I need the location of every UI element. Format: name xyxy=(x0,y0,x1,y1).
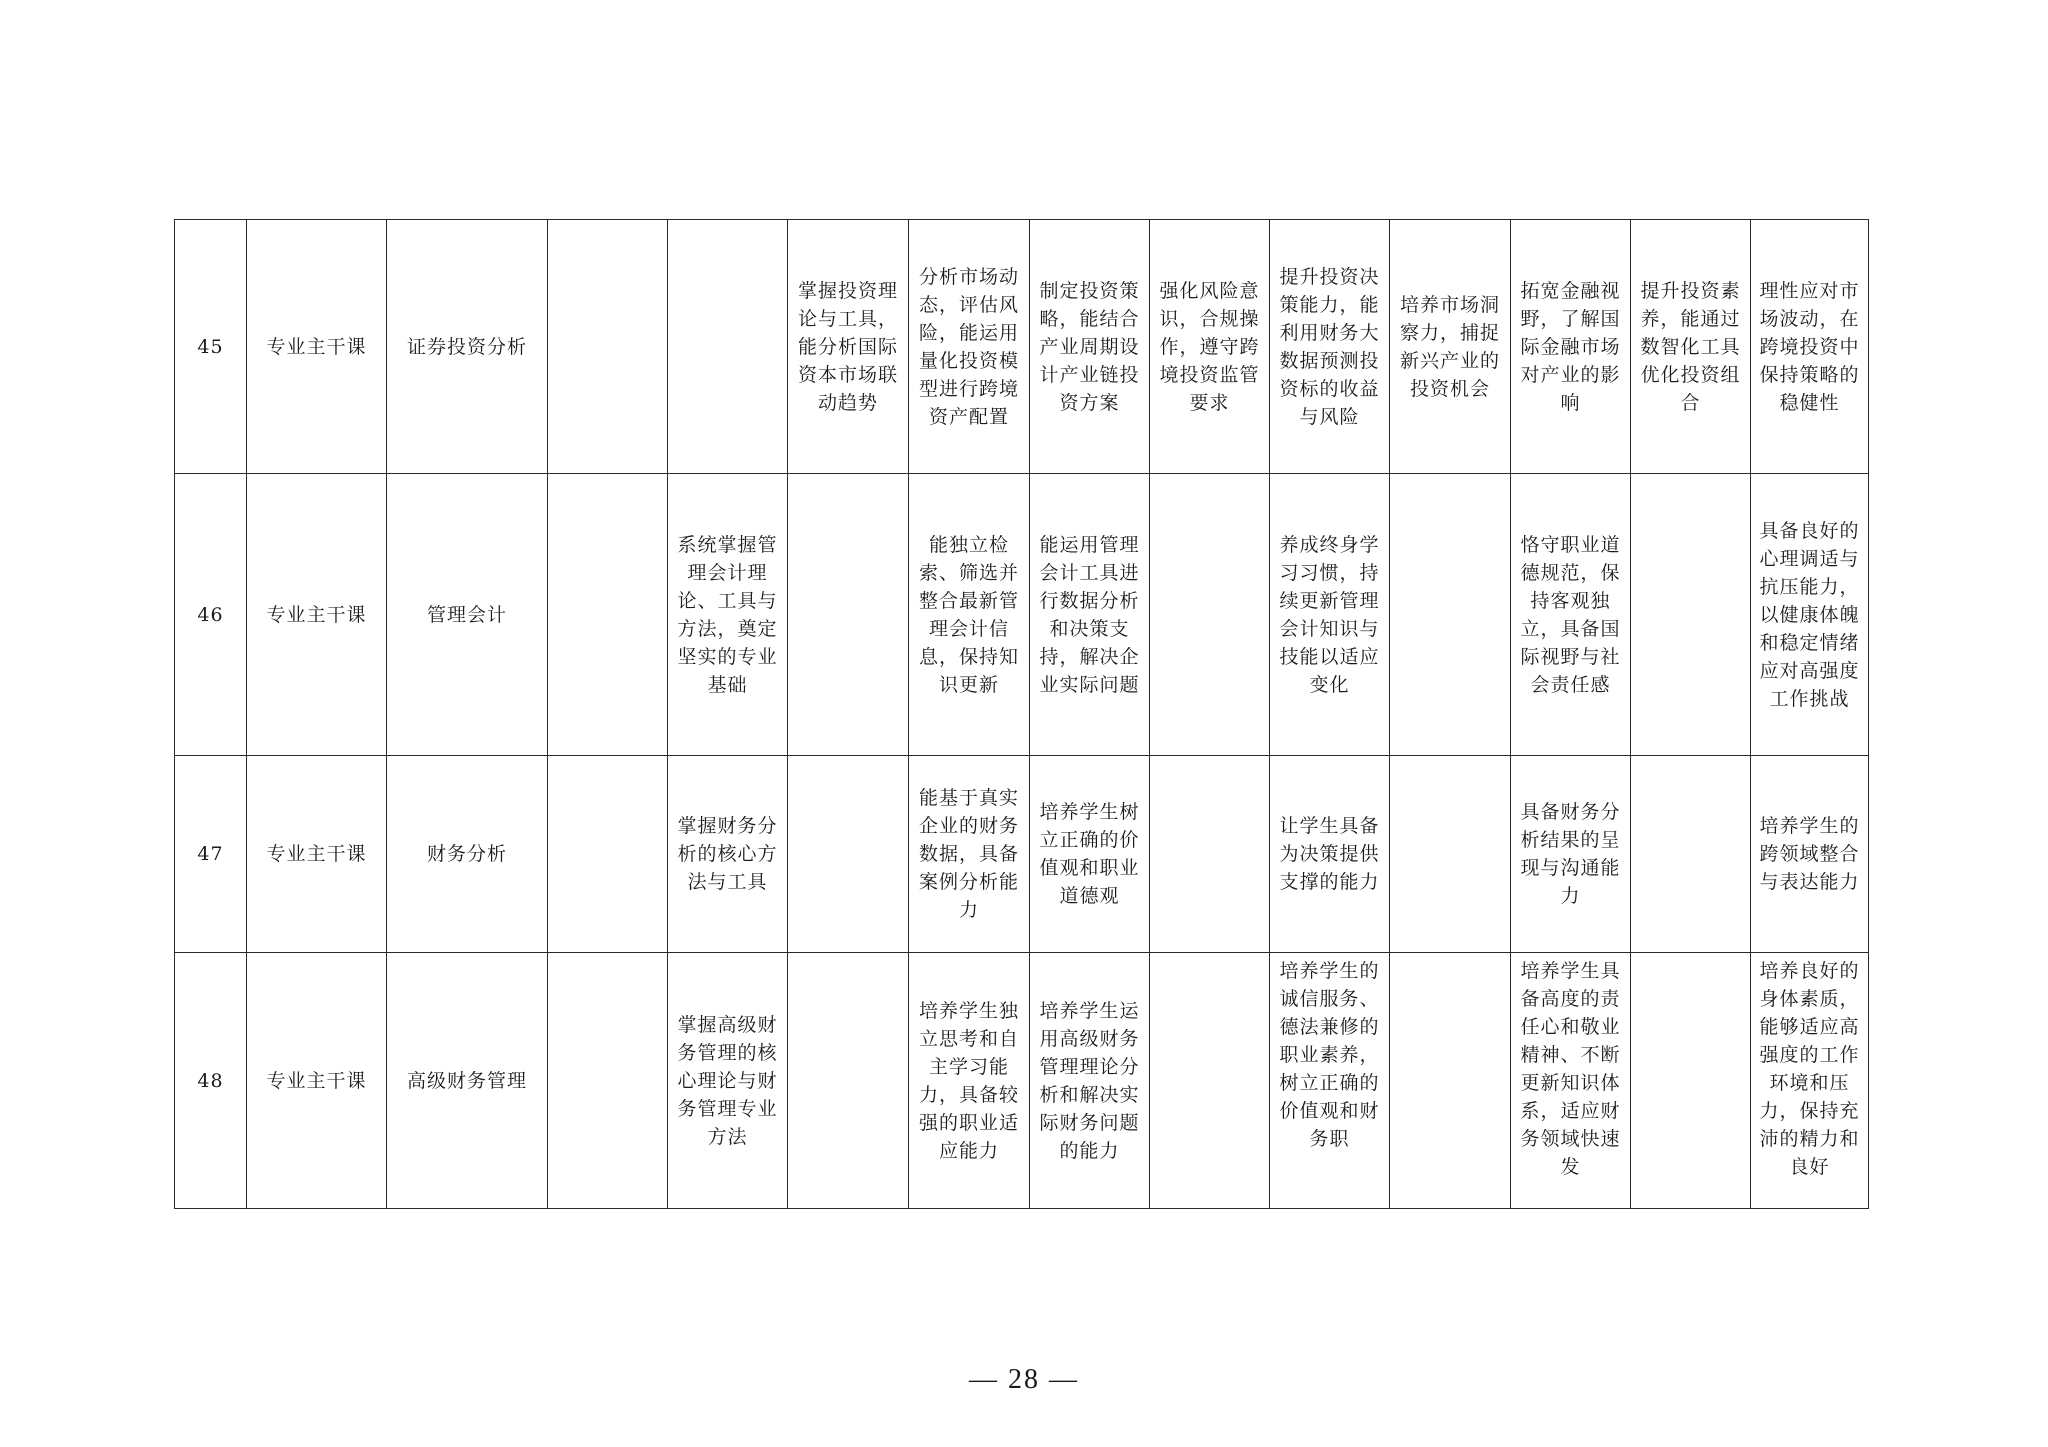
table-cell xyxy=(788,756,909,953)
course-category-cell: 专业主干课 xyxy=(247,474,387,756)
table-cell: 培养学生的诚信服务、德法兼修的职业素养，树立正确的价值观和财务职 xyxy=(1270,953,1390,1209)
table-cell: 培养学生树立正确的价值观和职业道德观 xyxy=(1030,756,1150,953)
row-number-cell: 46 xyxy=(175,474,247,756)
course-objectives-table xyxy=(174,219,1869,1209)
table-cell: 掌握财务分析的核心方法与工具 xyxy=(668,756,788,953)
table-cell: 提升投资决策能力，能利用财务大数据预测投资标的收益与风险 xyxy=(1270,220,1390,474)
row-number-cell: 48 xyxy=(175,953,247,1209)
table-cell: 能运用管理会计工具进行数据分析和决策支持，解决企业实际问题 xyxy=(1030,474,1150,756)
table-cell xyxy=(788,953,909,1209)
table-row xyxy=(175,953,1869,1209)
table-cell xyxy=(548,756,668,953)
table-cell xyxy=(1150,756,1270,953)
table-cell xyxy=(1631,756,1751,953)
row-number-cell: 45 xyxy=(175,220,247,474)
table-row xyxy=(175,756,1869,953)
table-cell: 养成终身学习习惯，持续更新管理会计知识与技能以适应变化 xyxy=(1270,474,1390,756)
course-name-cell: 证券投资分析 xyxy=(387,220,548,474)
table-cell xyxy=(1150,953,1270,1209)
course-category-cell: 专业主干课 xyxy=(247,220,387,474)
course-category-cell: 专业主干课 xyxy=(247,953,387,1209)
table-cell xyxy=(548,953,668,1209)
table-cell: 具备良好的心理调适与抗压能力，以健康体魄和稳定情绪应对高强度工作挑战 xyxy=(1751,474,1869,756)
table-cell: 掌握高级财务管理的核心理论与财务管理专业方法 xyxy=(668,953,788,1209)
table-cell: 拓宽金融视野，了解国际金融市场对产业的影响 xyxy=(1511,220,1631,474)
table-cell: 理性应对市场波动，在跨境投资中保持策略的稳健性 xyxy=(1751,220,1869,474)
table-cell xyxy=(788,474,909,756)
table-cell: 恪守职业道德规范，保持客观独立，具备国际视野与社会责任感 xyxy=(1511,474,1631,756)
course-category-cell: 专业主干课 xyxy=(247,756,387,953)
table-cell: 能独立检索、筛选并整合最新管理会计信息，保持知识更新 xyxy=(909,474,1030,756)
row-number-cell: 47 xyxy=(175,756,247,953)
table-cell xyxy=(1150,474,1270,756)
table-cell: 分析市场动态，评估风险，能运用量化投资模型进行跨境资产配置 xyxy=(909,220,1030,474)
table-cell xyxy=(1631,474,1751,756)
table-row xyxy=(175,220,1869,474)
course-name-cell: 管理会计 xyxy=(387,474,548,756)
table-cell: 具备财务分析结果的呈现与沟通能力 xyxy=(1511,756,1631,953)
table-cell xyxy=(548,220,668,474)
table-cell: 系统掌握管理会计理论、工具与方法，奠定坚实的专业基础 xyxy=(668,474,788,756)
table-cell xyxy=(1390,474,1511,756)
table-cell: 培养市场洞察力，捕捉新兴产业的投资机会 xyxy=(1390,220,1511,474)
table-cell: 培养良好的身体素质，能够适应高强度的工作环境和压力，保持充沛的精力和良好 xyxy=(1751,953,1869,1209)
course-name-cell: 高级财务管理 xyxy=(387,953,548,1209)
table-cell: 能基于真实企业的财务数据，具备案例分析能力 xyxy=(909,756,1030,953)
table-cell xyxy=(1390,953,1511,1209)
course-name-cell: 财务分析 xyxy=(387,756,548,953)
page-number: — 28 — xyxy=(969,1364,1079,1395)
table-cell: 培养学生运用高级财务管理理论分析和解决实际财务问题的能力 xyxy=(1030,953,1150,1209)
table-cell: 掌握投资理论与工具，能分析国际资本市场联动趋势 xyxy=(788,220,909,474)
table-cell xyxy=(1390,756,1511,953)
table-cell: 让学生具备为决策提供支撑的能力 xyxy=(1270,756,1390,953)
table-cell: 强化风险意识，合规操作，遵守跨境投资监管要求 xyxy=(1150,220,1270,474)
table-cell xyxy=(668,220,788,474)
table-cell: 培养学生具备高度的责任心和敬业精神、不断更新知识体系，适应财务领域快速发 xyxy=(1511,953,1631,1209)
table-cell: 培养学生的跨领域整合与表达能力 xyxy=(1751,756,1869,953)
table-row xyxy=(175,474,1869,756)
table-cell xyxy=(1631,953,1751,1209)
table-cell: 制定投资策略，能结合产业周期设计产业链投资方案 xyxy=(1030,220,1150,474)
table-cell: 培养学生独立思考和自主学习能力，具备较强的职业适应能力 xyxy=(909,953,1030,1209)
table-cell: 提升投资素养，能通过数智化工具优化投资组合 xyxy=(1631,220,1751,474)
table-cell xyxy=(548,474,668,756)
